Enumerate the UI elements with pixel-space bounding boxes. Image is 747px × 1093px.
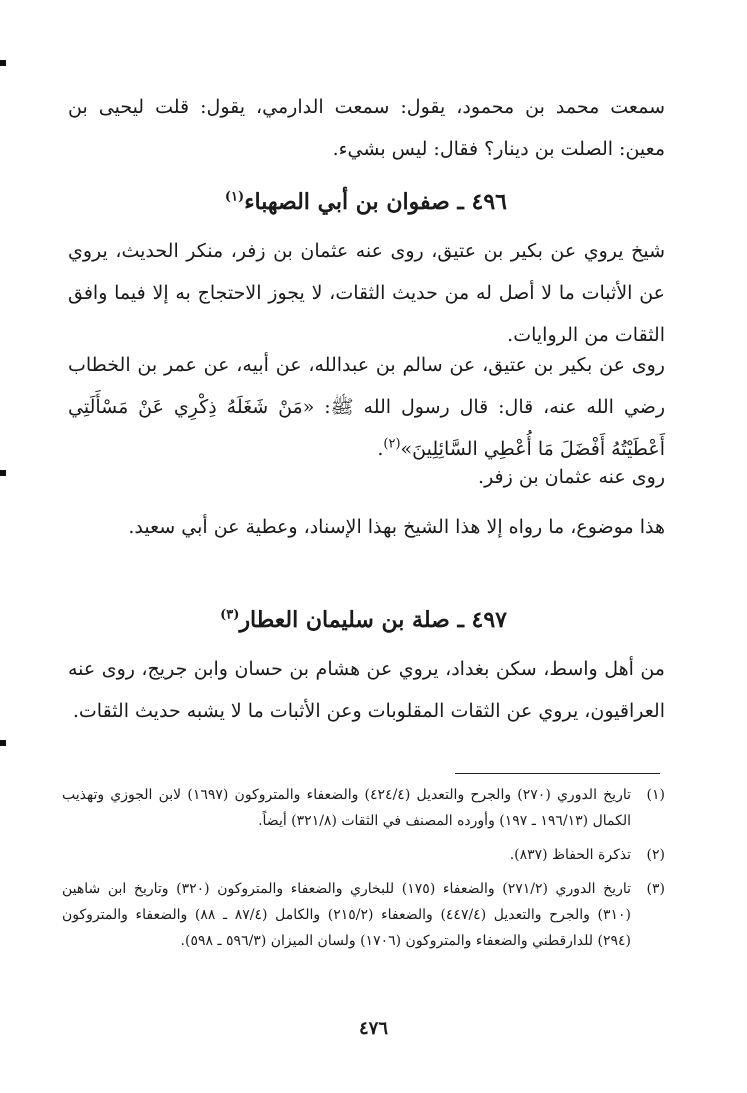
footnote-ref-3: (٣)	[220, 607, 240, 623]
footnote-divider	[455, 773, 660, 774]
footnote-text: تاريخ الدوري (٢٧١/٢) والضعفاء (١٧٥) للبخاري والضعفاء والمتروكون (٣٢٠) وتاريخ ابن شاهين (٣١٠) والجرح والتعديل (٤٤٧/٤) والضعفاء (٢١٥/٢) والكامل (٨٧/٤ ـ ٨٨) والضعفاء والمتروكون (٢٩٤) للدارقطني والضعفاء والمتروكون (١٧٠٦) ولسان الميزان (٥٩٦/٣ ـ ٥٩٨).	[62, 881, 632, 949]
page-number: ٤٧٦	[358, 1018, 388, 1039]
footnote-2	[62, 842, 665, 868]
entry-497-paragraph-1: من أهل واسط، سكن بغداد، يروي عن هشام بن حسان وابن جريج، روى عنه العراقيون، يروي عن الثقات المقلوبات وعن الأثبات ما لا يشبه حديث الثقات.	[68, 658, 665, 722]
entry-496-heading	[150, 182, 507, 222]
entry-496-paragraph-4: هذا موضوع، ما رواه إلا هذا الشيخ بهذا الإسناد، وعطية عن أبي سعيد.	[128, 516, 665, 538]
footnote-ref-1: (١)	[224, 189, 245, 205]
footnote-number: (٣)	[646, 881, 665, 897]
hadith-text: روى عن بكير بن عتيق، عن سالم بن عبدالله، عن أبيه، عن عمر بن الخطاب رضي الله عنه، قال: قال رسول الله ﷺ: «مَنْ شَغَلَهُ ذِكْرِي عَنْ مَسْأَلَتِي أَعْطَيْتُهُ أَفْضَلَ مَا أُعْطِي السَّائِلِينَ»	[68, 354, 665, 460]
intro-paragraph: سمعت محمد بن محمود، يقول: سمعت الدارمي، يقول: قلت ليحيى بن معين: الصلت بن دينار؟ فقال: ليس بشيء.	[68, 96, 665, 160]
entry-496-title: ٤٩٦ ـ صفوان بن أبي الصهباء	[244, 189, 507, 215]
edge-mark	[0, 470, 6, 476]
entry-496-paragraph-3: روى عنه عثمان بن زفر.	[478, 466, 665, 488]
footnote-text: تاريخ الدوري (٢٧٠) والجرح والتعديل (٤٢٤/٤) والضعفاء والمتروكون (١٦٩٧) لابن الجوزي وتهذيب الكمال (١٩٦/١٣ ـ ١٩٧) وأورده المصنف في الثقات (٣٢١/٨) أيضاً.	[62, 787, 632, 829]
entry-497-title: ٤٩٧ ـ صلة بن سليمان العطار	[239, 607, 507, 633]
sentence-end: .	[377, 438, 384, 460]
footnote-ref-2: (٢)	[383, 436, 401, 452]
footnote-number: (١)	[646, 787, 665, 803]
edge-mark	[0, 740, 6, 746]
footnote-number: (٢)	[646, 847, 665, 863]
entry-496-paragraph-1: شيخ يروي عن بكير بن عتيق، روى عنه عثمان بن زفر، منكر الحديث، يروي عن الأثبات ما لا أصل له من حديث الثقات، لا يجوز الاحتجاج به إلا فيما وافق الثقات من الروايات.	[68, 240, 665, 346]
edge-mark	[0, 60, 6, 66]
footnote-3	[62, 876, 665, 954]
footnotes	[62, 782, 665, 962]
footnote-1	[62, 782, 665, 834]
entry-496-paragraph-2	[68, 344, 665, 470]
footnote-text: تذكرة الحفاظ (٨٣٧).	[509, 847, 631, 863]
entry-497-heading	[150, 600, 507, 640]
